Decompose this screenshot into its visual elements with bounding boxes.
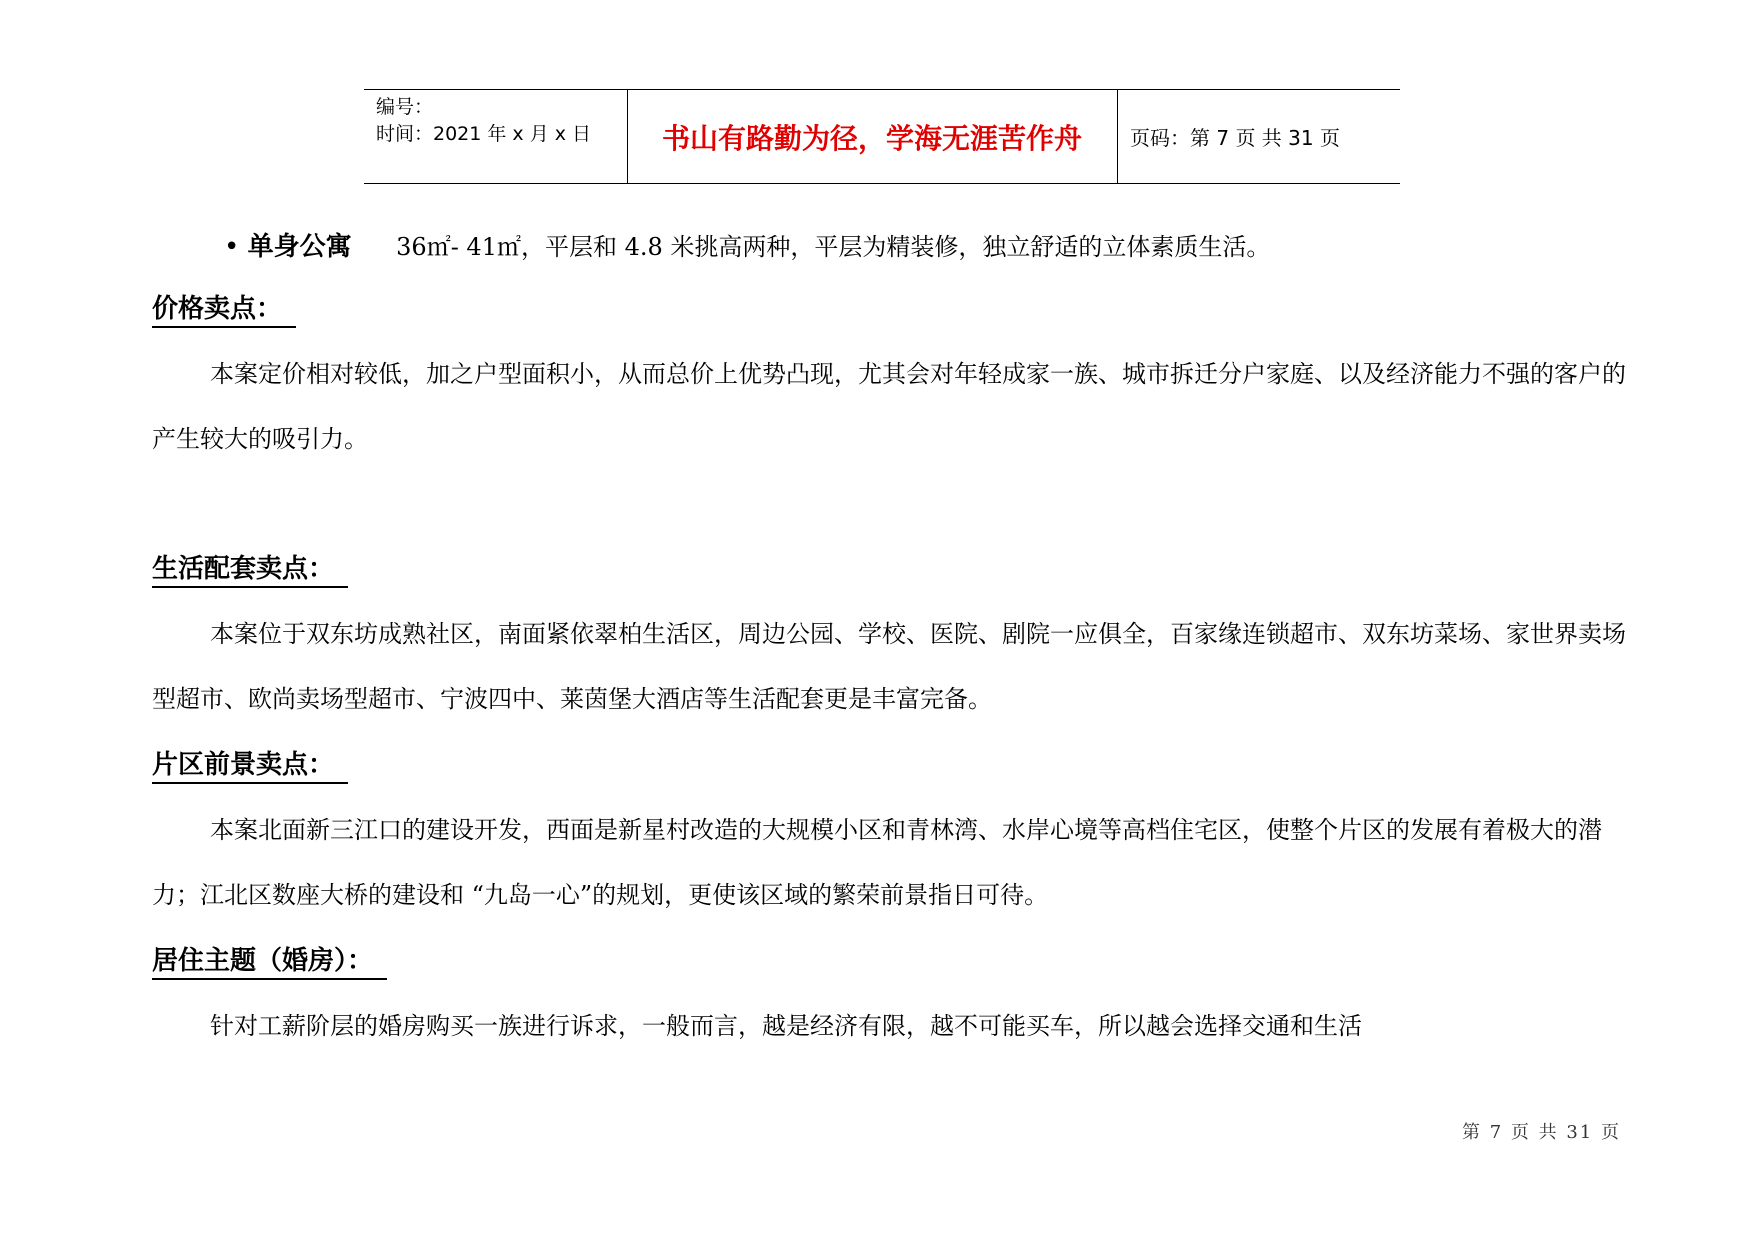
section-heading-prospects: 片区前景卖点：: [152, 748, 348, 784]
section-paragraph-price: [152, 342, 1642, 472]
document-header-table: [364, 89, 1400, 184]
header-meta: [376, 94, 591, 148]
bullet-icon: •: [224, 232, 240, 262]
section-heading-amenities: 生活配套卖点：: [152, 552, 348, 588]
section-paragraph-prospects: [152, 798, 1642, 928]
section-paragraph-living-theme: [152, 994, 1642, 1059]
paragraph-text: 针对工薪阶层的婚房购买一族进行诉求，一般而言，越是经济有限，越不可能买车，所以越会选择交通和生活: [210, 1012, 1362, 1040]
document-number-label: 编号：: [376, 96, 434, 118]
header-motto: 书山有路勤为径，学海无涯苦作舟: [661, 121, 1082, 155]
header-page-number: 页码：第 7 页 共 31 页: [1130, 126, 1340, 150]
paragraph-text: 本案位于双东坊成熟社区，南面紧依翠柏生活区，周边公园、学校、医院、剧院一应俱全，百家缘连锁超市、双东坊菜场、家世界卖场型超市、欧尚卖场型超市、宁波四中、莱茵堡大酒店等生活配套更是丰富完备。: [152, 620, 1626, 713]
paragraph-text: 本案定价相对较低，加之户型面积小，从而总价上优势凸现，尤其会对年轻成家一族、城市拆迁分户家庭、以及经济能力不强的客户的产生较大的吸引力。: [152, 360, 1626, 453]
bullet-text: 36㎡- 41㎡，平层和 4.8 米挑高两种，平层为精装修，独立舒适的立体素质生活。: [396, 233, 1271, 261]
header-divider: [1117, 90, 1118, 183]
section-heading-living-theme: 居住主题（婚房）：: [152, 944, 387, 980]
section-heading-price: 价格卖点：: [152, 292, 296, 328]
section-paragraph-amenities: [152, 602, 1642, 732]
footer-page-number: 第 7 页 共 31 页: [1462, 1122, 1621, 1143]
bullet-item-single-apartment: [224, 226, 1270, 263]
document-time-label: 时间：2021 年 x 月 x 日: [376, 123, 592, 145]
paragraph-text: 本案北面新三江口的建设开发，西面是新星村改造的大规模小区和青林湾、水岸心境等高档住宅区，使整个片区的发展有着极大的潜力；江北区数座大桥的建设和 “九岛一心”的规划，更使该区域的繁荣前景指日可待。: [152, 816, 1602, 909]
bullet-term: 单身公寓: [247, 232, 352, 262]
